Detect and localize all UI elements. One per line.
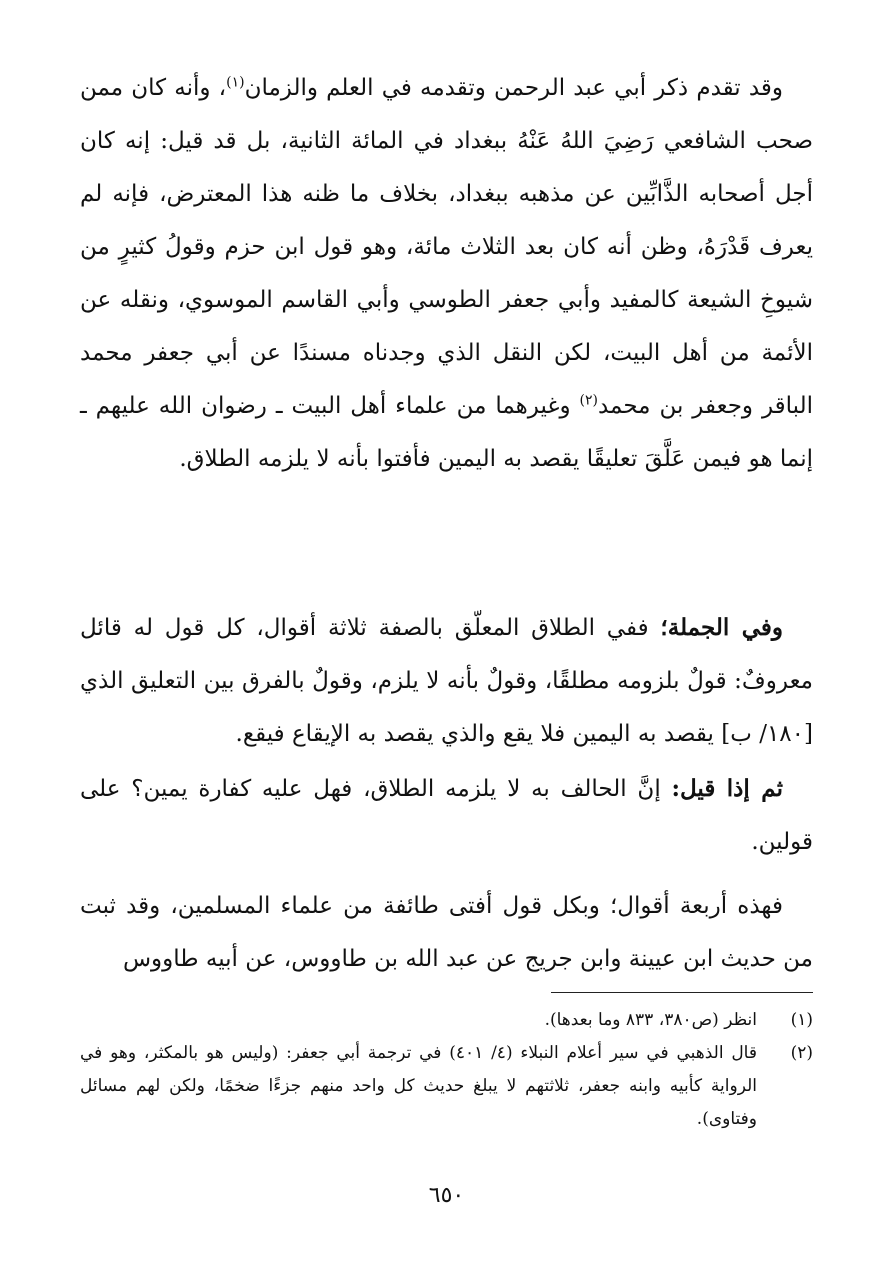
footnote-2 bbox=[80, 1037, 813, 1136]
body-paragraph-4 bbox=[80, 880, 813, 986]
paragraph-1-text-c: وغيرهما من علماء أهل البيت ـ رضوان الله عليهم ـ إنما هو فيمن عَلَّقَ تعليقًا يقصد به اليمين فأفتوا بأنه لا يلزمه الطلاق. bbox=[80, 393, 813, 472]
footnote-1-text: انظر (ص٣٨٠، ٨٣٣ وما بعدها). bbox=[544, 1010, 757, 1030]
paragraph-3-lead: ثم إذا قيل: bbox=[671, 775, 783, 802]
paragraph-3-text: إنَّ الحالف به لا يلزمه الطلاق، فهل عليه كفارة يمين؟ على قولين. bbox=[80, 776, 813, 855]
footnote-2-number: (٢) bbox=[790, 1043, 813, 1063]
footnote-ref-2[interactable]: (٢) bbox=[579, 392, 598, 409]
body-paragraph-3 bbox=[80, 762, 813, 869]
body-paragraph-2 bbox=[80, 601, 813, 761]
book-page bbox=[80, 60, 813, 1250]
paragraph-1-text-b: ، وأنه كان ممن صحب الشافعي رَضِيَ اللهُ عَنْهُ ببغداد في المائة الثانية، بل قد قيل: إنه كان أجل أصحابه الذَّابِّين عن مذهبه ببغداد، بخلاف ما ظنه هذا المعترض، فإنه لم يعرف قَدْرَهُ، وظن أنه كان بعد الثلاث مائة، وهو قول ابن حزم وقولُ كثيرٍ من شيوخِ الشيعة كالمفيد وأبي جعفر الطوسي وأبي القاسم الموسوي، ونقله عن الأئمة من أهل البيت، لكن النقل الذي وجدناه مسندًا عن أبي جعفر محمد الباقر وجعفر بن محمد bbox=[80, 75, 814, 419]
footnote-2-text: قال الذهبي في سير أعلام النبلاء (٤/ ٤٠١) في ترجمة أبي جعفر: (وليس هو بالمكثر، وهو في الرواية كأبيه وابنه جعفر، ثلاثتهم لا يبلغ حديث كل واحد منهم جزءًا ضخمًا، ولكن لهم مسائل وفتاوى). bbox=[80, 1043, 757, 1129]
footnote-1-number: (١) bbox=[790, 1010, 813, 1030]
footnote-ref-1[interactable]: (١) bbox=[226, 74, 245, 91]
paragraph-2-lead: وفي الجملة؛ bbox=[660, 614, 783, 641]
footnote-1 bbox=[80, 1004, 813, 1037]
paragraph-4-text: فهذه أربعة أقوال؛ وبكل قول أفتى طائفة من علماء المسلمين، وقد ثبت من حديث ابن عيينة وابن جريج عن عبد الله بن طاووس، عن أبيه طاووس bbox=[80, 893, 813, 972]
footnotes bbox=[80, 1004, 813, 1136]
body-paragraph-1 bbox=[80, 62, 813, 486]
paragraph-2-text: ففي الطلاق المعلّق بالصفة ثلاثة أقوال، كل قول له قائل معروفٌ: قولٌ بلزومه مطلقًا، وقولٌ بأنه لا يلزم، وقولٌ بالفرق بين التعليق الذي [١٨٠/ ب] يقصد به اليمين فلا يقع والذي يقصد به الإيقاع فيقع. bbox=[80, 615, 813, 747]
footnote-divider bbox=[551, 992, 813, 993]
page-number: ٦٥٠ bbox=[428, 1183, 465, 1208]
paragraph-1-text-a: وقد تقدم ذكر أبي عبد الرحمن وتقدمه في العلم والزمان bbox=[244, 75, 783, 101]
